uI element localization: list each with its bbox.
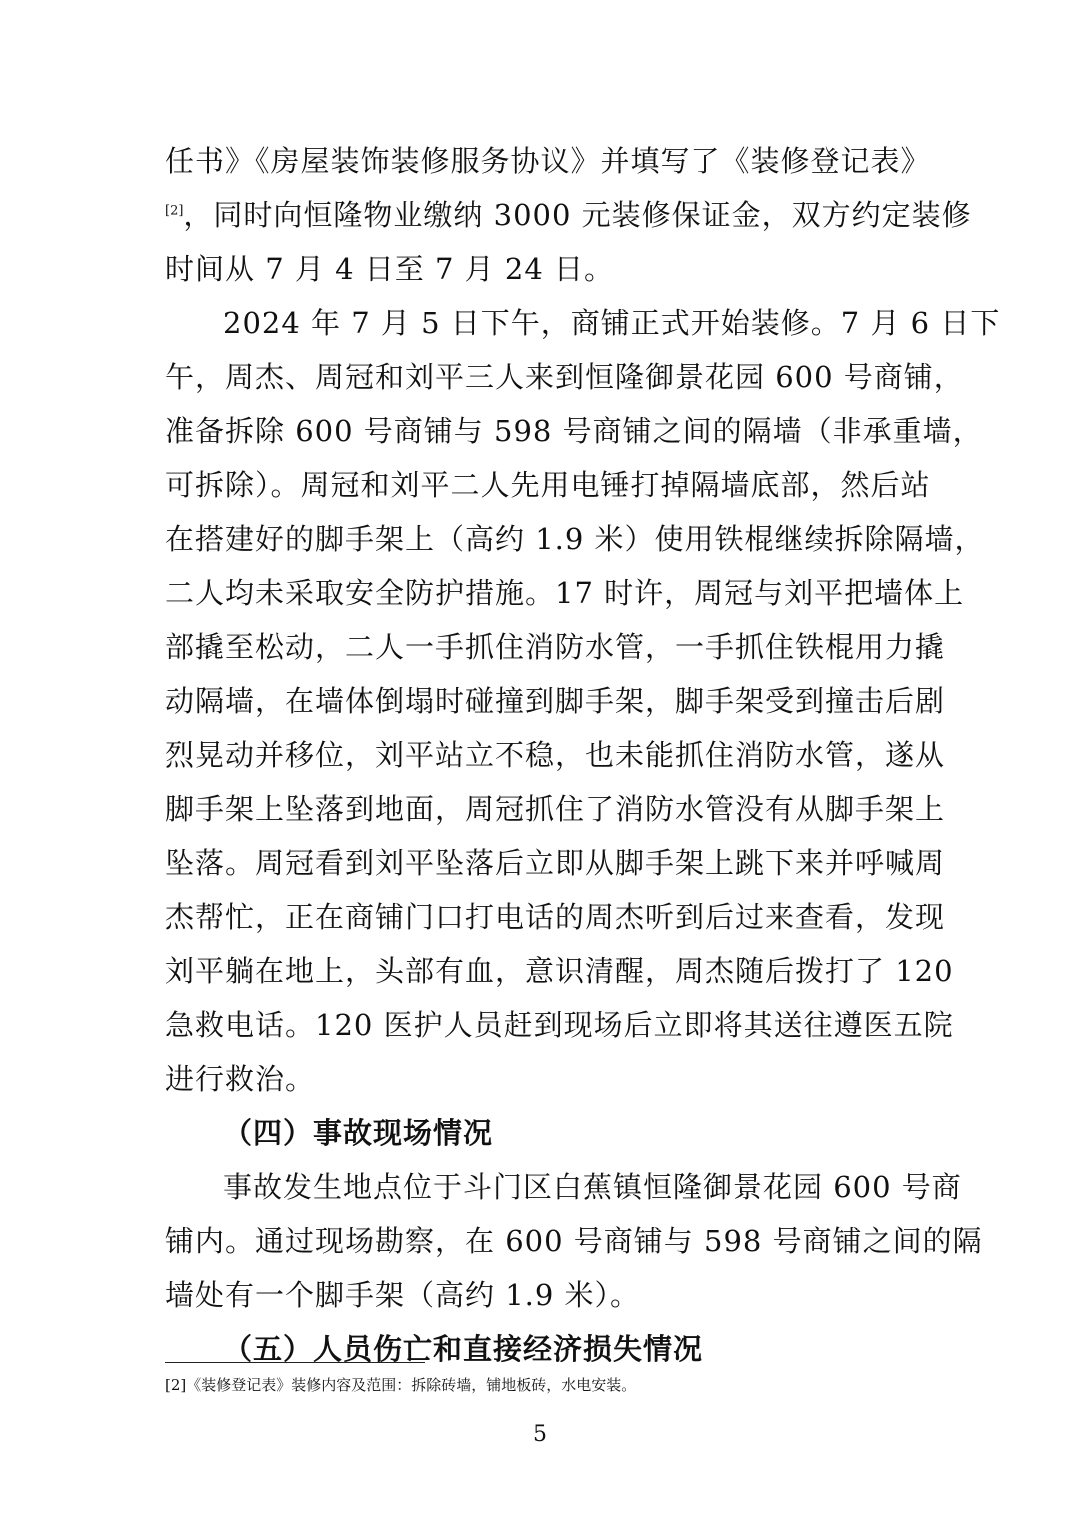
- footnote-divider: [165, 1362, 425, 1363]
- text-line: 墙处有一个脚手架（高约 1.9 米）。: [165, 1278, 641, 1312]
- paragraph-first-line: 2024 年 7 月 5 日下午，商铺正式开始装修。7 月 6 日下: [223, 306, 1001, 340]
- text-line: 铺内。通过现场勘察，在 600 号商铺与 598 号商铺之间的隔: [165, 1224, 983, 1258]
- page-number: 5: [533, 1422, 547, 1447]
- text-span: ，同时向恒隆物业缴纳 3000 元装修保证金，双方约定装修: [183, 198, 972, 232]
- text-line: 刘平躺在地上，头部有血，意识清醒，周杰随后拨打了 120: [165, 954, 954, 988]
- text-line: 在搭建好的脚手架上（高约 1.9 米）使用铁棍继续拆除隔墙，: [165, 522, 985, 556]
- text-line: 任书》《房屋装饰装修服务协议》并填写了《装修登记表》: [165, 144, 931, 178]
- text-line: 时间从 7 月 4 日至 7 月 24 日。: [165, 252, 614, 286]
- text-line: 急救电话。120 医护人员赶到现场后立即将其送往遵医五院: [165, 1008, 954, 1042]
- footnote-reference[interactable]: [2]: [165, 203, 184, 219]
- paragraph-first-line: 事故发生地点位于斗门区白蕉镇恒隆御景花园 600 号商: [223, 1170, 962, 1204]
- body-text: [165, 134, 1001, 1376]
- text-line: 杰帮忙，正在商铺门口打电话的周杰听到后过来查看，发现: [165, 900, 946, 934]
- text-line: 部撬至松动，二人一手抓住消防水管，一手抓住铁棍用力撬: [165, 630, 946, 664]
- text-line: 烈晃动并移位，刘平站立不稳，也未能抓住消防水管，遂从: [165, 738, 946, 772]
- text-line: [165, 188, 972, 242]
- text-line: 午，周杰、周冠和刘平三人来到恒隆御景花园 600 号商铺，: [165, 360, 964, 394]
- text-line: 二人均未采取安全防护措施。17 时许，周冠与刘平把墙体上: [165, 576, 965, 610]
- text-line: 脚手架上坠落到地面，周冠抓住了消防水管没有从脚手架上: [165, 792, 946, 826]
- section-heading: （四）事故现场情况: [223, 1116, 494, 1150]
- footnote-text: [2]《装修登记表》装修内容及范围：拆除砖墙，铺地板砖，水电安装。: [165, 1376, 637, 1394]
- text-line: 准备拆除 600 号商铺与 598 号商铺之间的隔墙（非承重墙，: [165, 414, 983, 448]
- text-line: 动隔墙，在墙体倒塌时碰撞到脚手架，脚手架受到撞击后剧: [165, 684, 946, 718]
- text-line: 可拆除）。周冠和刘平二人先用电锤打掉隔墙底部，然后站: [165, 468, 931, 502]
- section-heading: （五）人员伤亡和直接经济损失情况: [223, 1332, 704, 1366]
- text-line: 坠落。周冠看到刘平坠落后立即从脚手架上跳下来并呼喊周: [165, 846, 946, 880]
- text-line: 进行救治。: [165, 1062, 316, 1096]
